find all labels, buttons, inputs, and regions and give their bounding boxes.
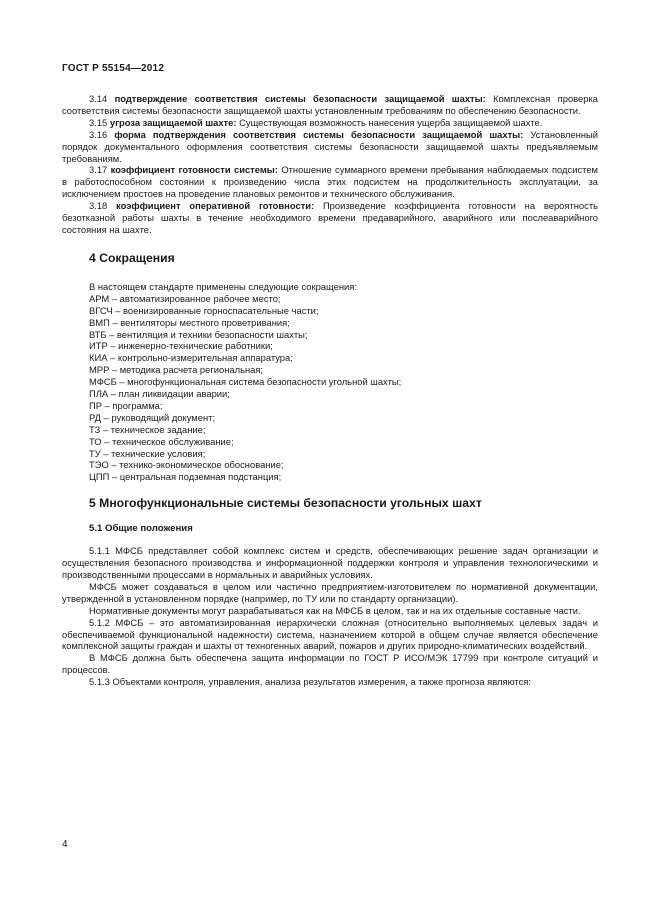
abbreviations-list xyxy=(89,281,598,483)
definition-term: форма подтверждения соответствия системы безопасности защищаемой шахты: xyxy=(114,128,524,140)
abbreviation-item: КИА – контрольно-измерительная аппаратура; xyxy=(89,352,293,364)
definition-term: подтверждение соответствия системы безопасности защищаемой шахты: xyxy=(114,93,486,104)
subsection-5-1-heading: 5.1 Общие положения xyxy=(89,523,193,535)
definition-3-17: 3.17 коэффициент готовности системы: Отношение суммарного времени пребывания наблюдаемых подсистем в работоспособном состоянии к произведению числа этих подсистем на продолжительность эксплуатации, за исключением простоев на проведение плановых ремонтов и технического обслуживания. xyxy=(62,164,598,200)
paragraph-5-1-1: 5.1.1 МФСБ представляет собой комплекс систем и средств, обеспечивающих решение задач организации и осуществления безопасного производства и информационной поддержки контроля и управления технологическими и производственными процессами в нормальных и аварийных условиях. xyxy=(62,545,598,580)
definition-3-14: 3.14 подтверждение соответствия системы безопасности защищаемой шахты: Комплексная проверка соответствия системы безопасности защищаемой шахты установленным требованиям по обеспечению безопасности. xyxy=(62,93,598,116)
definition-3-15: 3.15 угроза защищаемой шахте: Существующая возможность нанесения ущерба защищаемой шахте. xyxy=(89,116,543,128)
abbreviation-item: ИТР – инженерно-технические работники; xyxy=(89,340,273,352)
definition-3-18: 3.18 коэффициент оперативной готовности: Произведение коэффициента готовности на вероятность безотказной работы шахты в течение необходимого времени предаварийного, аварийного или послеаварийного состояния на шахте. xyxy=(62,200,598,235)
paragraph: Нормативные документы могут разрабатываться как на МФСБ в целом, так и на их отдельные составные части. xyxy=(89,604,581,616)
paragraph: В МФСБ должна быть обеспечена защита информации по ГОСТ Р ИСО/МЭК 17799 при контроле ситуаций и процессов. xyxy=(62,652,598,676)
section-4-heading: 4 Сокращения xyxy=(89,250,175,265)
abbreviation-item: РД – руководящий документ; xyxy=(89,411,216,423)
abbreviation-item: МРР – методика расчета региональная; xyxy=(89,364,264,376)
abbreviation-item: ТО – техническое обслуживание; xyxy=(89,435,234,447)
abbreviation-item: ВТБ – вентиляция и техники безопасности шахты; xyxy=(89,328,308,340)
definition-term: коэффициент оперативной готовности: xyxy=(116,200,315,212)
definition-term: угроза защищаемой шахте: xyxy=(109,116,237,128)
abbreviations-intro: В настоящем стандарте применены следующие сокращения: xyxy=(89,280,357,292)
paragraph-5-1-2: 5.1.2 МФСБ – это автоматизированная иерархически сложная (относительно выполняемых целевых задач и обеспечиваемой функциональной надежности) система, назначением которой в общем случае является обеспечение комплексной защиты граждан и шахты от техногенных аварий, пожаров и других природно-климатических воздействий. xyxy=(62,616,598,652)
abbreviation-item: МФСБ – многофункциональная система безопасности угольной шахты; xyxy=(89,376,402,388)
page-content xyxy=(62,93,598,688)
page-number: 4 xyxy=(62,839,68,850)
abbreviation-item: ЦПП – центральная подземная подстанция; xyxy=(89,471,282,483)
abbreviation-item: ТЭО – технико-экономическое обоснование; xyxy=(89,459,284,471)
document-header: ГОСТ Р 55154—2012 xyxy=(62,63,165,74)
section-5-heading: 5 Многофункциональные системы безопасности угольных шахт xyxy=(89,496,482,511)
abbreviation-item: АРМ – автоматизированное рабочее место; xyxy=(89,292,281,304)
definition-term: коэффициент готовности системы: xyxy=(110,164,278,176)
paragraph-5-1-3: 5.1.3 Объектами контроля, управления, анализа результатов измерения, а также прогноза являются: xyxy=(89,676,531,688)
abbreviation-item: ВГСЧ – военизированные горноспасательные части; xyxy=(89,304,319,316)
abbreviation-item: ПЛА – план ликвидации аварии; xyxy=(89,388,230,400)
definition-3-16: 3.16 форма подтверждения соответствия системы безопасности защищаемой шахты: Установленный порядок документального оформления соответствия системы безопасности защищаемой шахты предъявляемым требованиям. xyxy=(62,128,599,164)
abbreviation-item: ПР – программа; xyxy=(89,399,163,411)
abbreviation-item: ТУ – технические условия; xyxy=(89,447,206,459)
abbreviation-item: ТЗ – техническое задание; xyxy=(89,423,206,435)
paragraph: МФСБ может создаваться в целом или частично предприятием-изготовителем по нормативной документации, утвержденной в установленном порядке (например, по ТУ или по стандарту организации). xyxy=(62,580,598,604)
abbreviation-item: ВМП – вентиляторы местного проветривания; xyxy=(89,316,290,328)
